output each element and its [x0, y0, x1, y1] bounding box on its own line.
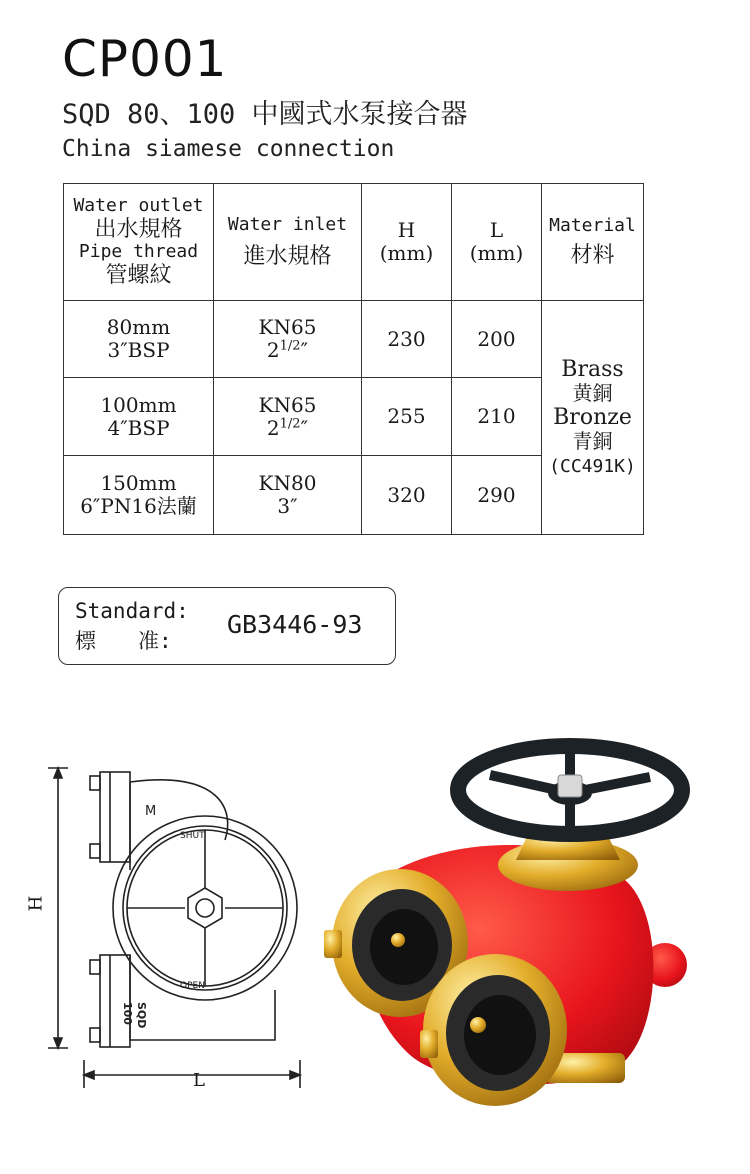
row1-l: 200	[452, 301, 542, 378]
row1-outlet	[64, 301, 214, 378]
wheel-open-label: OPEN	[180, 981, 205, 991]
inlet-coupling-right-core	[464, 995, 536, 1075]
header-l	[452, 184, 542, 301]
material-brass-en: Brass	[561, 356, 624, 382]
material-bronze-en: Bronze	[553, 405, 632, 431]
header-h-unit: (mm)	[379, 241, 434, 265]
standard-label-zh: 標 准:	[75, 629, 172, 653]
dimension-h-label: H	[25, 895, 47, 912]
row1-inlet-type: KN65	[258, 315, 317, 339]
row3-inlet	[214, 456, 362, 535]
standard-label-en: Standard:	[75, 599, 189, 623]
inlet-coupling-left-core	[370, 909, 438, 985]
coupling-lug	[420, 1030, 438, 1058]
header-material-en: Material	[549, 215, 636, 236]
wheel-shut-label: SHUT	[180, 831, 205, 841]
row2-inlet-whole: 2	[266, 415, 280, 440]
body-text-sqd: SQD	[135, 1002, 148, 1029]
header-l-label: L	[489, 218, 504, 242]
row3-outlet-size: 150mm	[100, 471, 177, 495]
row1-inlet	[214, 301, 362, 378]
header-outlet-en1: Water outlet	[73, 195, 204, 217]
row1-h: 230	[362, 301, 452, 378]
row2-outlet-size: 100mm	[100, 392, 177, 417]
header-material-zh: 材料	[570, 242, 615, 268]
row3-inlet-whole: 3″	[277, 494, 298, 518]
product-code: CP001	[62, 30, 228, 88]
standard-box	[58, 587, 396, 665]
standard-label	[75, 596, 189, 656]
header-inlet-en: Water inlet	[227, 214, 348, 235]
inlet-left-pin	[391, 933, 405, 947]
table-row	[64, 301, 644, 378]
row2-inlet	[214, 378, 362, 456]
inlet-right-pin	[470, 1017, 486, 1033]
row3-l: 290	[452, 456, 542, 535]
row2-inlet-mark: ″	[300, 415, 309, 440]
stem-nut	[558, 775, 582, 797]
row1-inlet-frac: 1/2	[279, 338, 301, 354]
header-h-label: H	[397, 218, 416, 242]
material-brass-zh: 黄銅	[572, 381, 613, 406]
material-cell	[542, 301, 644, 535]
body-mark: M	[145, 804, 157, 819]
header-material	[542, 184, 644, 301]
technical-drawing	[20, 740, 320, 1110]
header-l-unit: (mm)	[469, 241, 524, 265]
row2-inlet-frac: 1/2	[279, 415, 301, 431]
body-text-100: 100	[121, 1002, 134, 1025]
row2-inlet-type: KN65	[258, 392, 317, 417]
row3-outlet-thread: 6″PN16法蘭	[80, 494, 197, 518]
header-outlet	[64, 184, 214, 301]
row3-inlet-type: KN80	[258, 471, 317, 495]
row1-inlet-mark: ″	[300, 338, 309, 362]
standard-value: GB3446-93	[227, 610, 363, 639]
product-illustration	[320, 735, 720, 1120]
row2-outlet	[64, 378, 214, 456]
row1-outlet-size: 80mm	[106, 315, 171, 339]
row2-outlet-thread: 4″BSP	[107, 415, 170, 440]
header-inlet-zh: 進水規格	[243, 243, 332, 269]
product-title-en: China siamese connection	[62, 136, 395, 162]
header-h	[362, 184, 452, 301]
header-outlet-zh2: 管螺紋	[105, 262, 172, 288]
row1-outlet-thread: 3″BSP	[107, 338, 170, 362]
row2-h: 255	[362, 378, 452, 456]
row1-inlet-whole: 2	[266, 338, 280, 362]
material-grade: (CC491K)	[549, 456, 636, 478]
coupling-lug	[324, 930, 342, 958]
header-outlet-en2: Pipe thread	[78, 241, 199, 262]
product-title-zh: SQD 80、100 中國式水泵接合器	[62, 99, 468, 130]
row2-l: 210	[452, 378, 542, 456]
dimension-l-label: L	[193, 1070, 205, 1091]
spec-table	[63, 183, 644, 535]
row3-outlet	[64, 456, 214, 535]
header-outlet-zh1: 出水規格	[94, 216, 183, 242]
material-bronze-zh: 青銅	[572, 429, 613, 454]
table-header-row	[64, 184, 644, 301]
row3-h: 320	[362, 456, 452, 535]
header-inlet	[214, 184, 362, 301]
